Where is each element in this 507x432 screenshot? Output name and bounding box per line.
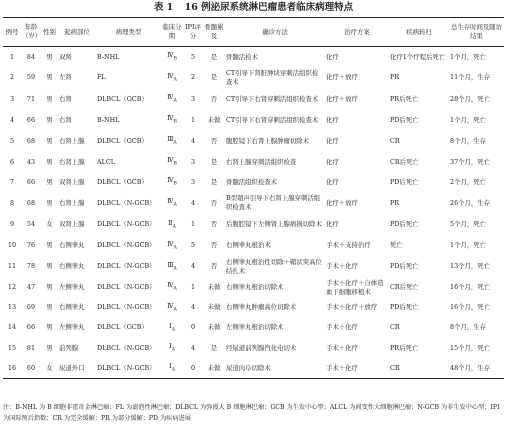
table-cell: CT引导下右肾穿刺活组织检查术 [226, 115, 319, 124]
table-cell: 右肾上腺穿刺活组织检查 [226, 157, 297, 166]
table-footnote: 注：B-NHL 为 B 细胞非霍奇金淋巴瘤；FL 为滤泡性淋巴瘤；DLBCL 为弥漫大 B 细胞淋巴瘤；GCB 为生发中心型；ALCL 为间变性大细胞淋巴瘤；N-GCB 为非生发中心型；IPI 为国际预后指数；CR 为完全缓解；PR 为部分缓解；PD 为疾病进展 [3, 404, 500, 422]
table-cell: 左侧睾丸根治切除术 [226, 323, 284, 332]
table-body [3, 47, 504, 379]
table-cell: 未做 [207, 115, 221, 124]
table-cell: 0 [190, 363, 196, 372]
table-cell: 男 [46, 241, 53, 250]
table-cell: 54 [26, 220, 36, 229]
table-cell: 5个月，死亡 [450, 220, 487, 229]
table-cell: 左侧睾丸 [59, 283, 85, 292]
table-cell: 右侧睾丸根治性切除＋鞘状突高位结扎术 [226, 257, 322, 275]
table-cell: 59 [26, 73, 36, 82]
table-row [3, 152, 504, 172]
table-cell: 4 [190, 198, 196, 207]
table-cell: 右侧睾丸 [59, 262, 85, 271]
table-cell: $Ⅳ_A$ [167, 281, 177, 292]
table-cell: 4 [190, 343, 196, 352]
table-cell: 骨髓活检术 [226, 52, 258, 61]
table-cell: CT引导下肾脏肿块穿刺活组织检查术 [226, 68, 319, 86]
table-cell: DLBCL（N-GCB） [97, 198, 156, 207]
table-cell: $Ⅳ_A$ [167, 197, 177, 208]
table-cell: 37个月，死亡 [450, 157, 491, 166]
table-cell: 右肾 [59, 115, 72, 124]
table-cell: 是 [210, 73, 218, 82]
column-header: 起病部位 [64, 27, 90, 36]
table-cell: 47 [26, 283, 36, 292]
table-cell: 16 [7, 363, 17, 372]
table-row [3, 358, 504, 379]
column-header: 治疗方案 [344, 27, 370, 36]
table-cell: 尿道外口 [59, 363, 85, 372]
table-cell: 手术＋化疗 [326, 363, 358, 372]
table-cell: 8 [9, 198, 15, 207]
table-cell: 右肾上腺 [59, 136, 85, 145]
table-cell: 右侧睾丸 [59, 303, 85, 312]
table-cell: 68 [26, 198, 36, 207]
table-cell: PR [390, 198, 400, 207]
table-cell: DLBCL（N-GCB） [97, 283, 156, 292]
table-cell: ALCL [97, 157, 115, 166]
table-cell: 2 [9, 73, 15, 82]
table-cell: PD后死亡 [390, 262, 419, 271]
table-cell: DLBCL（N-GCB） [97, 262, 156, 271]
table-cell: 右肾上腺 [59, 157, 85, 166]
table-cell: 男 [46, 157, 53, 166]
table-cell: CR [390, 323, 400, 332]
table-cell: 8个月，生存 [450, 136, 487, 145]
table-cell: 6 [9, 157, 15, 166]
table-cell: 男 [46, 198, 53, 207]
table-cell: 右侧睾丸根治切除术 [226, 283, 284, 292]
table-cell: 男 [46, 283, 53, 292]
table-cell: DLBCL（GCB） [97, 323, 148, 332]
table-cell: CR [390, 136, 400, 145]
table-cell: DLBCL（GCB） [97, 95, 148, 104]
table-cell: 右肾 [59, 95, 72, 104]
table-cell: 4 [190, 136, 196, 145]
table-cell: 13 [7, 303, 17, 312]
table-cell: 未做 [207, 283, 221, 292]
table-cell: 14 [7, 323, 17, 332]
table-cell: 48个月，生存 [450, 363, 491, 372]
table-cell: 手术＋化疗＋放疗 [326, 303, 378, 312]
table-cell: 26个月，生存 [450, 198, 491, 207]
table-cell: DLBCL（N-GCB） [97, 220, 156, 229]
column-header: 年龄（岁） [22, 23, 42, 40]
table-cell: 3 [190, 177, 196, 186]
table-cell: 男 [46, 52, 53, 61]
table-cell: $Ⅳ_A$ [167, 239, 177, 250]
table-cell: PR [390, 73, 400, 82]
table-cell: 4 [190, 303, 196, 312]
table-row [3, 214, 504, 236]
table-cell: $Ⅰ_A$ [169, 321, 175, 333]
table-cell: 1个月，死亡 [450, 52, 487, 61]
table-cell: 后腹腔镜下左侧肾上腺病损切除术 [226, 220, 322, 229]
table-cell: $Ⅳ_B$ [167, 156, 177, 167]
table-cell: 16个月，死亡 [450, 283, 491, 292]
table-cell: 男 [46, 136, 53, 145]
table-cell: CT引导下右肾穿刺活组织检查术 [226, 95, 319, 104]
table-cell: 否 [210, 95, 218, 104]
table-cell: CR后死亡 [390, 157, 419, 166]
table-cell: B型超声引导下右肾上腺穿刺活组织检查术 [226, 194, 321, 212]
column-header: 确诊方法 [262, 27, 288, 36]
table-cell: 经尿道前列腺汽化电切术 [226, 343, 297, 352]
table-cell: 左肾 [59, 73, 72, 82]
table-cell: 化疗 [326, 52, 339, 61]
table-cell: $Ⅱ_A$ [168, 218, 176, 230]
column-header: 例号 [5, 27, 19, 36]
table-cell: 男 [46, 323, 53, 332]
table-cell: 1 [190, 283, 196, 292]
column-header: 疾病转归 [406, 27, 432, 36]
table-cell: 1 [9, 52, 15, 61]
column-header: 骨髓累及 [204, 23, 224, 40]
table-cell: 60 [26, 363, 36, 372]
table-cell: 化疗 [326, 115, 339, 124]
table-cell: 化疗1个疗程后死亡 [390, 52, 446, 61]
table-cell: 未做 [207, 323, 221, 332]
table-cell: 化疗＋放疗 [326, 73, 358, 82]
table-cell: CR [390, 363, 400, 372]
table-cell: 5 [190, 241, 196, 250]
table-cell: 43 [26, 157, 36, 166]
column-header: 性别 [43, 27, 56, 36]
table-cell: 未做 [207, 303, 221, 312]
table-cell: $Ⅲ_A$ [167, 135, 177, 146]
table-cell: 28个月，死亡 [450, 95, 491, 104]
table-cell: $Ⅳ_A$ [167, 93, 177, 104]
table-row [3, 256, 504, 278]
table-row [3, 278, 504, 298]
table-cell: 骨髓活组织检查术 [226, 177, 278, 186]
table-cell: 手术＋支持治疗 [326, 241, 371, 250]
table-row [3, 193, 504, 215]
table-cell: $Ⅳ_B$ [167, 176, 177, 187]
table-cell: PD后死亡 [390, 115, 419, 124]
table-cell: 是 [210, 157, 218, 166]
table-cell: 前列腺 [59, 343, 79, 352]
table-cell: 手术＋化疗 [326, 262, 358, 271]
table-cell: B-NHL [97, 52, 120, 61]
table-cell: 男 [46, 343, 53, 352]
table-cell: 男 [46, 262, 53, 271]
table-cell: 69 [26, 303, 36, 312]
table-cell: 尿道肉阜切除术 [226, 363, 271, 372]
table-cell: B-NHL [97, 115, 120, 124]
table-cell: 15 [7, 343, 17, 352]
table-number: 表 1 [153, 2, 174, 13]
table-cell: 3 [9, 95, 15, 104]
clinical-table [3, 17, 504, 379]
table-cell: 男 [46, 115, 53, 124]
table-cell: 3 [190, 95, 196, 104]
table-cell: PD后死亡 [390, 220, 419, 229]
table-cell: 1 [190, 220, 196, 229]
column-header: 临床分期 [162, 23, 182, 40]
table-cell: 死亡 [390, 241, 403, 250]
table-cell: 双肾上腺 [59, 177, 85, 186]
table-cell: 1个月，死亡 [450, 115, 487, 124]
table-row [3, 172, 504, 192]
table-row [3, 89, 504, 111]
table-cell: 双肾 [59, 52, 72, 61]
table-cell: 4 [9, 115, 15, 124]
table-cell: 手术＋化疗 [326, 323, 358, 332]
table-cell: 0 [190, 323, 196, 332]
table-cell: 否 [210, 262, 218, 271]
table-cell: 手术＋化疗 [326, 343, 358, 352]
table-cell: 71 [26, 95, 36, 104]
table-cell: $Ⅰ_A$ [169, 362, 175, 373]
table-row [3, 298, 504, 318]
table-cell: 是 [210, 52, 218, 61]
table-cell: 4 [190, 262, 196, 271]
table-cell: 未做 [207, 363, 221, 372]
table-cell: 15个月，死亡 [450, 343, 491, 352]
table-cell: 66 [26, 177, 36, 186]
header-row [3, 18, 504, 47]
table-cell: 78 [26, 262, 36, 271]
table-row [3, 236, 504, 256]
table-cell: 68 [26, 136, 36, 145]
table-cell: $Ⅰ_A$ [169, 342, 175, 353]
table-cell: PR后死亡 [390, 95, 419, 104]
table-cell: 2 [190, 73, 196, 82]
table-cell: $Ⅳ_A$ [167, 301, 177, 312]
column-header: 总生存时间及随访结果 [450, 23, 503, 40]
table-cell: 1 [190, 115, 196, 124]
table-cell: 11 [7, 262, 17, 271]
table-cell: DLBCL（GCB） [97, 177, 148, 186]
table-cell: 女 [46, 220, 53, 229]
table-cell: 男 [46, 177, 53, 186]
table-cell: 手术＋化疗＋自体造血干细胞移植术 [326, 278, 384, 296]
table-cell: 男 [46, 95, 53, 104]
table-cell: 否 [210, 136, 218, 145]
table-cell: 男 [46, 73, 53, 82]
table-cell: 男 [46, 303, 53, 312]
table-cell: DLBCL（N-GCB） [97, 343, 156, 352]
table-cell: 1个月，死亡 [450, 241, 487, 250]
table-cell: 66 [26, 323, 36, 332]
table-row [3, 67, 504, 89]
table-cell: 3 [190, 157, 196, 166]
table-cell: 是 [210, 343, 218, 352]
table-cell: 否 [210, 241, 218, 250]
table-cell: 右肾上腺 [59, 198, 85, 207]
table-row [3, 318, 504, 338]
table-cell: $Ⅳ_A$ [167, 71, 177, 83]
table-cell: $Ⅲ_A$ [167, 260, 177, 271]
table-cell: DLBCL（N-GCB） [97, 303, 156, 312]
table-cell: 化疗 [326, 220, 339, 229]
table-cell: 76 [26, 241, 36, 250]
table-cell: DLBCL（GCB） [97, 136, 148, 145]
table-cell: 7 [9, 177, 15, 186]
table-cell: $Ⅳ_B$ [167, 50, 177, 62]
table-cell: DLBCL（N-GCB） [97, 363, 156, 372]
table-row [3, 131, 504, 153]
table-caption [0, 2, 507, 14]
table-cell: $Ⅳ_B$ [167, 114, 177, 125]
table-cell: 右侧睾丸根治术 [226, 241, 271, 250]
table-cell: 腹腔镜下右肾上腺肿瘤切除术 [226, 136, 310, 145]
table-cell: PD后死亡 [390, 177, 419, 186]
table-cell: 化疗＋放疗 [326, 198, 358, 207]
table-cell: 5 [190, 52, 196, 61]
table-cell: 左侧睾丸 [59, 323, 85, 332]
table-cell: 否 [210, 198, 218, 207]
table-cell: 化疗 [326, 136, 339, 145]
table-cell: PD后死亡 [390, 303, 419, 312]
table-cell: DLBCL（N-GCB） [97, 241, 156, 250]
table-cell: 右侧睾丸肿瘤高位切除术 [226, 303, 297, 312]
table-row [3, 338, 504, 358]
table-cell: 11个月，生存 [450, 73, 491, 82]
table-cell: 化疗＋放疗 [326, 95, 358, 104]
table-cell: 化疗 [326, 157, 339, 166]
table-cell: FL [97, 73, 106, 82]
column-header: 病理类型 [115, 27, 142, 36]
table-cell: 12 [7, 283, 17, 292]
table-row [3, 47, 504, 68]
table-cell: 5 [9, 136, 15, 145]
table-cell: 8个月，生存 [450, 323, 487, 332]
table-cell: 13个月，死亡 [450, 262, 491, 271]
table-cell: 9 [9, 220, 15, 229]
table-cell: 81 [26, 343, 36, 352]
column-header: IPI评分 [185, 23, 201, 40]
table-cell: 否 [210, 220, 218, 229]
table-title: 16 例泌尿系统淋巴瘤患者临床病理特点 [184, 2, 354, 13]
table-cell: 84 [26, 52, 36, 61]
table-cell: PR后死亡 [390, 343, 419, 352]
table-cell: 是 [210, 177, 218, 186]
table-cell: 66 [26, 115, 36, 124]
table-row [3, 110, 504, 130]
table-cell: 16个月，死亡 [450, 303, 491, 312]
table-cell: 2个月，死亡 [450, 177, 487, 186]
table-cell: 10 [7, 241, 17, 250]
table-cell: 女 [46, 363, 53, 372]
table-cell: 化疗 [326, 177, 339, 186]
table-cell: 右侧睾丸 [59, 241, 85, 250]
table-cell: 双肾上腺 [59, 220, 85, 229]
table-cell: CR后死亡 [390, 283, 419, 292]
